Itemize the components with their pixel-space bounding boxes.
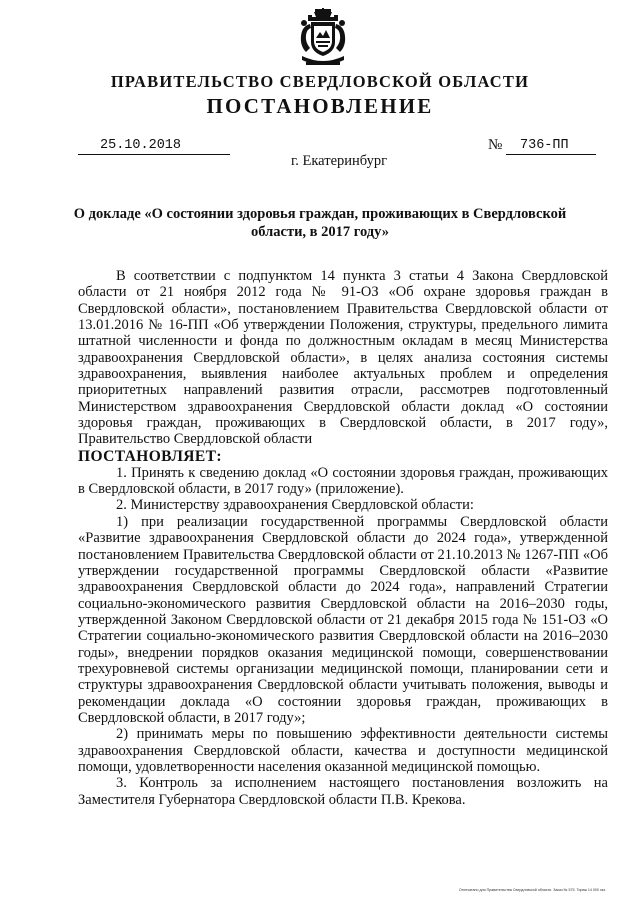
number-label: № <box>488 137 503 153</box>
item-paragraph: 2. Министерству здравоохранения Свердловской области: <box>116 497 474 514</box>
item-paragraph: 1) при реализации государственной программы Свердловской области «Развитие здравоохранения Свердловской области до 2024 года», утвержденной постановлением Правительства Свердловской области от 21.10.2013 № 1267-ПП «Об утверждении государственной программы Свердловской области «Развитие здравоохранения Свердловской области до 2024 года», направлений Стратегии социально-экономического развития Свердловской области на 2016–2030 годы, утвержденной Законом Свердловской области от 21 декабря 2015 года № 151-ОЗ «О Стратегии социально-экономического развития Свердловской области на 2016–2030 годы», внедрении порядков оказания медицинской помощи, совершенствовании трехуровневой системы организации медицинской помощи, планировании сети и структуры здравоохранения Свердловской области учитывать положения, выводы и рекомендации доклада «О состоянии здоровья граждан, проживающих в Свердловской области, в 2017 году»; <box>78 513 608 726</box>
item-paragraph: 1. Принять к сведению доклад «О состоянии здоровья граждан, проживающих в Свердловской области, в 2017 году» (приложение). <box>78 464 608 498</box>
resolves-heading: ПОСТАНОВЛЯЕТ: <box>78 447 222 465</box>
document-type: ПОСТАНОВЛЕНИЕ <box>206 94 434 118</box>
document-body <box>78 268 608 808</box>
sverdlovsk-coat-of-arms-icon <box>296 8 350 70</box>
document-title: О докладе «О состоянии здоровья граждан, проживающих в Свердловской области, в 2017 году» <box>73 206 567 240</box>
government-name: ПРАВИТЕЛЬСТВО СВЕРДЛОВСКОЙ ОБЛАСТИ <box>110 72 530 91</box>
city: г. Екатеринбург <box>290 153 388 169</box>
print-footer: Отпечатано для Правительства Свердловской области. Заказ № 575. Тираж 14 000 экз. <box>458 888 606 892</box>
item-paragraph: 2) принимать меры по повышению эффективности деятельности системы здравоохранения Свердловской области, качества и доступности медицинской помощи, удовлетворенности населения оказанной медицинской помощью. <box>78 726 608 775</box>
document-number: 736-ПП <box>506 138 596 155</box>
item-paragraph: 3. Контроль за исполнением настоящего постановления возложить на Заместителя Губернатора Свердловской области П.В. Крекова. <box>78 775 608 808</box>
preamble-paragraph: В соответствии с подпунктом 14 пункта 3 статьи 4 Закона Свердловской области от 21 ноября 2012 года № 91-ОЗ «Об охране здоровья граждан в Свердловской области», постановлением Правительства Свердловской области от 13.01.2016 № 16-ПП «Об утверждении Положения, структуры, предельного лимита штатной численности и фонда по должностным окладам в месяц Министерства здравоохранения Свердловской области», в целях анализа состояния системы здравоохранения, выявления наиболее актуальных проблем и определения приоритетных направлений развития отрасли, рассмотрев подготовленный Министерством здравоохранения Свердловской области доклад «О состоянии здоровья граждан, проживающих в Свердловской области, в 2017 году», Правительство Свердловской области <box>78 268 608 448</box>
document-date: 25.10.2018 <box>78 138 230 155</box>
